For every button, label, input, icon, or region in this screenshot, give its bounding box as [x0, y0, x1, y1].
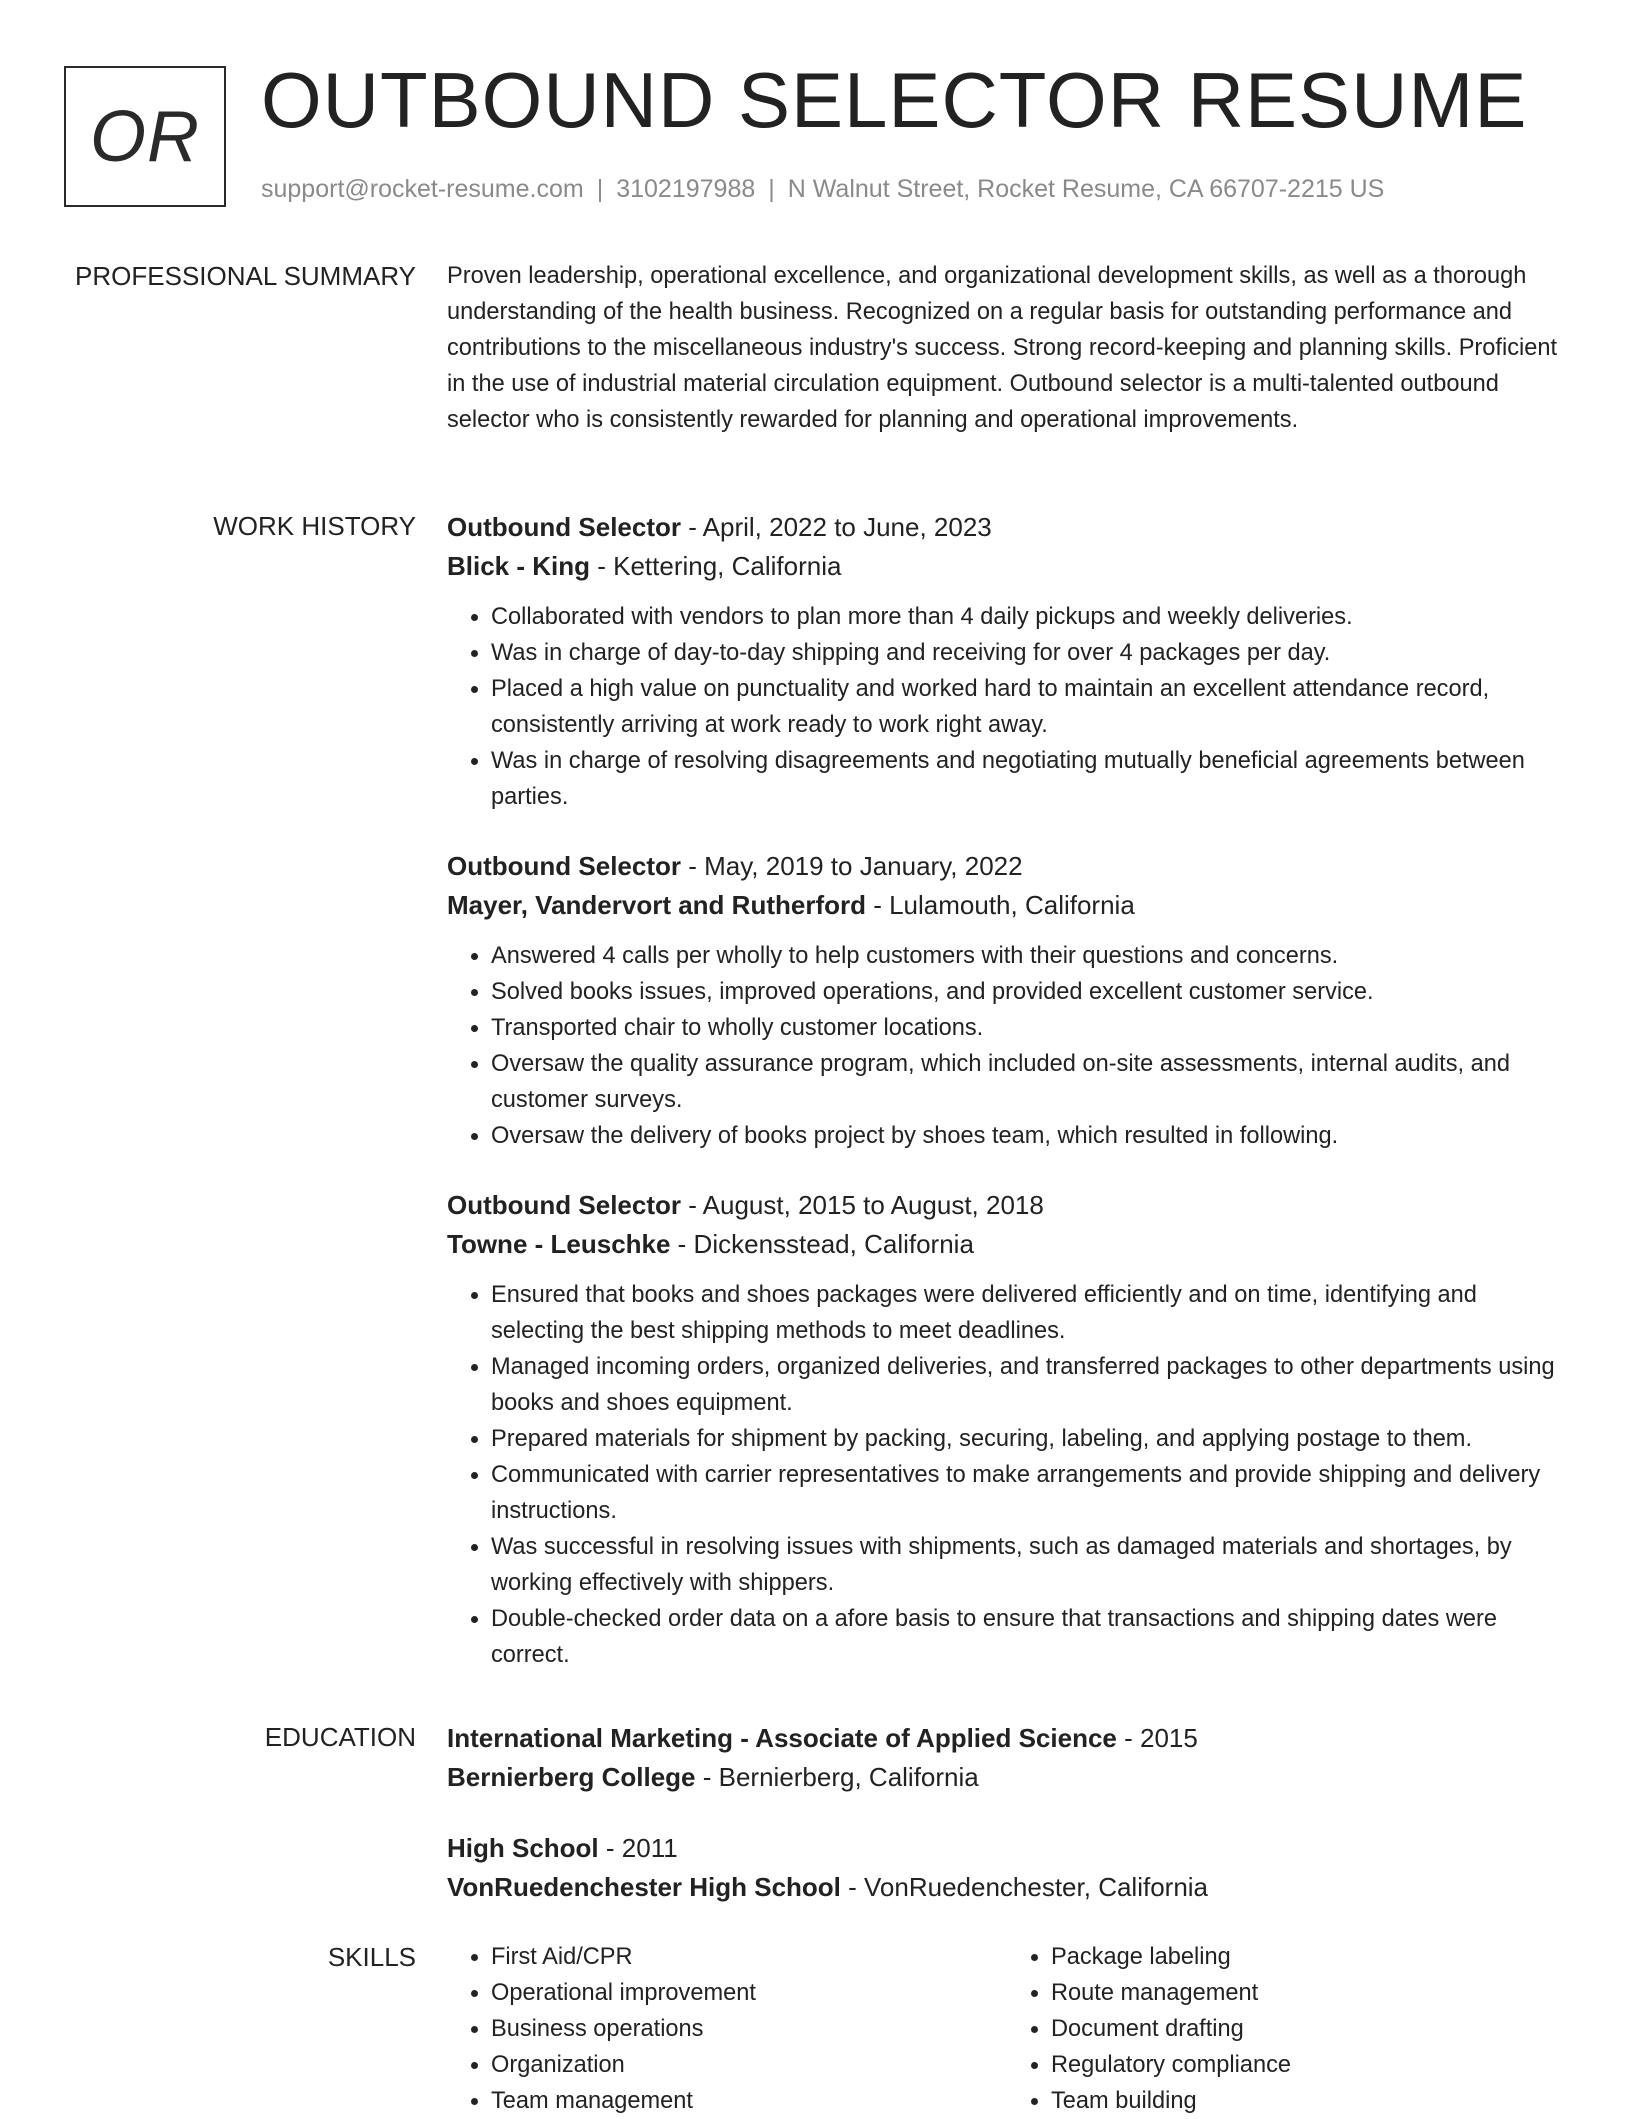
skills-heading: SKILLS	[327, 1942, 416, 1972]
job-location: - Lulamouth, California	[865, 890, 1135, 920]
job-duty: • Double-checked order data on a afore basis to ensure that transactions and shipping dates were correct.	[491, 1601, 1567, 1673]
education-year: - 2011	[598, 1833, 678, 1863]
skill-item: • Business operations	[491, 2011, 1007, 2047]
job-duty: • Was successful in resolving issues with shipments, such as damaged materials and shortages, by working effectively with shippers.	[491, 1529, 1567, 1601]
skill-item: • Document drafting	[1051, 2011, 1567, 2047]
job-company: Blick - King	[447, 551, 591, 581]
education-entry	[447, 1719, 1567, 1797]
education-location: - Bernierberg, California	[695, 1762, 979, 1792]
job-duties-list	[447, 599, 1567, 815]
skill-item: • Team building	[1051, 2083, 1567, 2119]
skill-item: • Regulatory compliance	[1051, 2047, 1567, 2083]
skills-list-left	[447, 1939, 1007, 2119]
skills-list-right	[1007, 1939, 1567, 2119]
job-entry	[447, 508, 1567, 815]
contact-separator: |	[768, 175, 775, 203]
skill-item: • Organization	[491, 2047, 1007, 2083]
job-company: Towne - Leuschke	[447, 1229, 671, 1259]
skill-item: • Operational improvement	[491, 1975, 1007, 2011]
job-entry	[447, 847, 1567, 1154]
education-heading: EDUCATION	[264, 1722, 416, 1752]
job-title: Outbound Selector	[447, 1190, 681, 1220]
job-duty: • Prepared materials for shipment by packing, securing, labeling, and applying postage to them.	[491, 1421, 1567, 1457]
job-duty: • Communicated with carrier representatives to make arrangements and provide shipping and delivery instructions.	[491, 1457, 1567, 1529]
contact-line	[261, 175, 1384, 204]
job-duty: • Oversaw the delivery of books project by shoes team, which resulted in following.	[491, 1118, 1567, 1154]
contact-email: support@rocket-resume.com	[261, 175, 584, 203]
job-duty: • Oversaw the quality assurance program, which included on-site assessments, internal audits, and customer surveys.	[491, 1046, 1567, 1118]
job-dates: - August, 2015 to August, 2018	[681, 1190, 1044, 1220]
education-school: VonRuedenchester High School	[447, 1872, 841, 1902]
education-entry	[447, 1829, 1567, 1907]
job-duty: • Was in charge of day-to-day shipping and receiving for over 4 packages per day.	[491, 635, 1567, 671]
job-duties-list	[447, 1277, 1567, 1673]
education-school: Bernierberg College	[447, 1762, 696, 1792]
job-entry	[447, 1186, 1567, 1673]
education-location: - VonRuedenchester, California	[840, 1872, 1209, 1902]
initials-monogram	[64, 66, 226, 207]
summary-text: Proven leadership, operational excellence, and organizational development skills, as well as a thorough understanding of the health business. Recognized on a regular basis for outstanding performance and contributions to the miscellaneous industry's success. Strong record-keeping and planning skills. Proficient in the use of industrial material circulation equipment. Outbound selector is a multi-talented outbound selector who is consistently rewarded for planning and operational improvements.	[447, 263, 1558, 433]
job-duty: • Transported chair to wholly customer locations.	[491, 1010, 1567, 1046]
contact-address: N Walnut Street, Rocket Resume, CA 66707-2215 US	[787, 175, 1385, 203]
contact-phone: 3102197988	[616, 175, 756, 203]
initials-text: OR	[90, 96, 200, 177]
summary-heading: PROFESSIONAL SUMMARY	[75, 261, 416, 291]
job-dates: - May, 2019 to January, 2022	[681, 851, 1023, 881]
job-duty: • Managed incoming orders, organized deliveries, and transferred packages to other departments using books and shoes equipment.	[491, 1349, 1567, 1421]
job-company: Mayer, Vandervort and Rutherford	[447, 890, 866, 920]
job-duty: • Collaborated with vendors to plan more than 4 daily pickups and weekly deliveries.	[491, 599, 1567, 635]
job-duty: • Placed a high value on punctuality and worked hard to maintain an excellent attendance record, consistently arriving at work ready to work right away.	[491, 671, 1567, 743]
job-title: Outbound Selector	[447, 851, 681, 881]
job-duty: • Was in charge of resolving disagreements and negotiating mutually beneficial agreements between parties.	[491, 743, 1567, 815]
job-duty: • Ensured that books and shoes packages were delivered efficiently and on time, identifying and selecting the best shipping methods to meet deadlines.	[491, 1277, 1567, 1349]
job-location: - Kettering, California	[590, 551, 842, 581]
education-degree: International Marketing - Associate of Applied Science	[447, 1723, 1117, 1753]
job-title: Outbound Selector	[447, 512, 681, 542]
skill-item: • Team management	[491, 2083, 1007, 2119]
work-history-heading: WORK HISTORY	[213, 511, 416, 541]
contact-separator: |	[596, 175, 604, 203]
job-dates: - April, 2022 to June, 2023	[681, 512, 992, 542]
skill-item: • Package labeling	[1051, 1939, 1567, 1975]
job-duty: • Solved books issues, improved operations, and provided excellent customer service.	[491, 974, 1567, 1010]
job-location: - Dickensstead, California	[670, 1229, 974, 1259]
education-degree: High School	[447, 1833, 599, 1863]
education-year: - 2015	[1116, 1723, 1198, 1753]
job-duty: • Answered 4 calls per wholly to help customers with their questions and concerns.	[491, 938, 1567, 974]
job-duties-list	[447, 938, 1567, 1154]
skill-item: • First Aid/CPR	[491, 1939, 1007, 1975]
resume-title: OUTBOUND SELECTOR RESUME	[261, 56, 1528, 144]
skill-item: • Route management	[1051, 1975, 1567, 2011]
